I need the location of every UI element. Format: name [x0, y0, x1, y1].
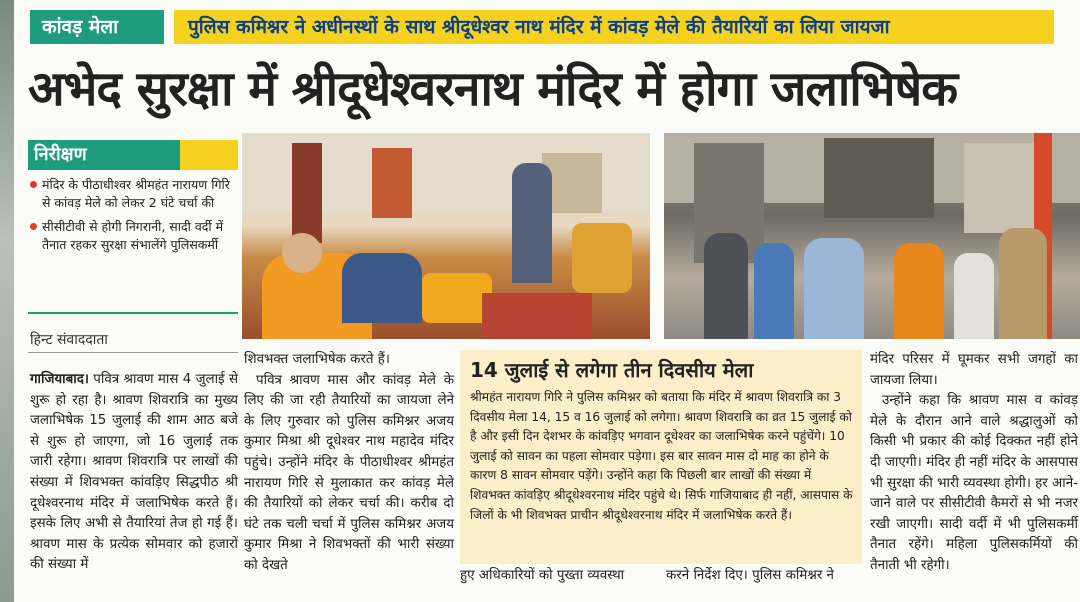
sidebar-header: [28, 140, 238, 170]
subheadline: पुलिस कमिश्नर ने अधीनस्थों के साथ श्रीदूधेश्वर नाथ मंदिर में कांवड़ मेले की तैयारियों का लिया जायजा: [174, 10, 1054, 44]
page-edge-strip: [0, 0, 14, 602]
sidebar-header-accent: [180, 140, 238, 170]
article-column-6: [870, 350, 1078, 577]
dateline: गाजियाबाद।: [30, 372, 89, 387]
article-text: करने निर्देश दिए। पुलिस कमिश्नर ने: [666, 568, 834, 583]
article-text: मंदिर परिसर में घूमकर सभी जगहों का जायजा लिया।: [870, 352, 1078, 388]
article-column-1: [30, 370, 238, 576]
sidebar-point-text: मंदिर के पीठाधीश्वर श्रीमहंत नारायण गिरि से कांवड़ मेले को लेकर 2 घंटे चर्चा की: [42, 177, 230, 210]
sidebar-divider: [28, 312, 238, 314]
article-text: शिवभक्त जलाभिषेक करते हैं।: [244, 352, 390, 367]
byline-divider: [28, 352, 238, 353]
article-text: उन्होंने कहा कि श्रावण मास व कांवड़ मेले के दौरान आने वाले श्रद्धालुओं को किसी भी प्रकार की कोई दिक्कत नहीं होने दी जाएगी। मंदिर ही नहीं मंदिर के आसपास भी सुरक्षा की भारी व्यवस्था होगी। हर आने-जाने वाले पर सीसीटीवी कैमरों से भी नजर रखी जाएगी। सादी वर्दी में भी पुलिसकर्मी तैनात रहेंगे। महिला पुलिसकर्मियों की तैनाती भी रहेगी।: [870, 393, 1078, 573]
byline: हिन्ट संवाददाता: [30, 332, 108, 348]
temple-inspection-photo: [664, 133, 1080, 339]
newspaper-page: [14, 0, 1080, 602]
article-text: पवित्र श्रावण मास 4 जुलाई से शुरू हो रहा है। श्रावण शिवरात्रि का मुख्य जलाभिषेक 15 जुलाई की शाम आठ बजे से शुरू हो जाएगा, जो 16 जुलाई तक जारी रहेगा। श्रावण शिवरात्रि पर लाखों की संख्या में शिवभक्त कांवड़िए सिद्धपीठ श्री दूधेश्वरनाथ मंदिर में जलाभिषेक करते हैं। इसके लिए अभी से तैयारियां तेज हो गई हैं। श्रावण मास के प्रत्येक सोमवार को हजारों की संख्या में: [30, 372, 238, 573]
section-tag: कांवड़ मेला: [30, 10, 164, 44]
article-text: पवित्र श्रावण मास और कांवड़ मेले के लिए की जा रही तैयारियों का जायजा लेने के लिए गुरुवार को पुलिस कमिश्नर अजय कुमार मिश्रा श्री दूधेश्वर नाथ महादेव मंदिर पहुंचे। उन्होंने मंदिर के पीठाधीश्वर श्रीमहंत नारायण गिरि से मुलाकात कर कांवड़ मेले की तैयारियों को लेकर चर्चा की। करीब दो घंटे तक चली चर्चा में पुलिस कमिश्नर अजय कुमार मिश्रा ने शिवभक्तों की भारी संख्या को देखते: [244, 372, 454, 573]
article-text: हुए अधिकारियों को पुख्ता व्यवस्था: [460, 568, 625, 583]
sidebar-point: [28, 176, 238, 212]
box-title: 14 जुलाई से लगेगा तीन दिवसीय मेला: [470, 358, 754, 382]
bullet-icon: [30, 223, 37, 230]
meeting-photo: [242, 133, 650, 339]
highlight-box: [460, 350, 862, 564]
bullet-icon: [30, 181, 37, 188]
inspection-sidebar: [28, 140, 238, 325]
sidebar-point: [28, 218, 238, 254]
sidebar-point-text: सीसीटीवी से होगी निगरानी, सादी वर्दी में तैनात रहकर सुरक्षा संभालेंगे पुलिसकर्मी: [42, 219, 224, 252]
box-text: श्रीमहंत नारायण गिरि ने पुलिस कमिश्नर को बताया कि मंदिर में श्रावण शिवरात्रि का 3 दिवसीय मेला 14, 15 व 16 जुलाई को लगेगा। श्रावण शिवरात्रि का व्रत 15 जुलाई को है और इसी दिन देशभर के कांवड़िए भगवान दूधेश्वर का जलाभिषेक करने पहुंचेंगे। 10 जुलाई को सावन का पहला सोमवार पड़ेगा। इस बार सावन मास दो माह का होने के कारण 8 सावन सोमवार पड़ेंगे। उन्होंने कहा कि पिछली बार लाखों की संख्या में शिवभक्त कांवड़िए श्रीदूधेश्वरनाथ मंदिर पहुंचे थे। सिर्फ गाजियाबाद ही नहीं, आसपास के जिलों के भी शिवभक्त प्राचीन श्रीदूधेश्वरनाथ मंदिर में जलाभिषेक करते हैं।: [470, 390, 853, 522]
headline: अभेद सुरक्षा में श्रीदूधेश्वरनाथ मंदिर में होगा जलाभिषेक: [28, 61, 958, 117]
sidebar-title: निरीक्षण: [28, 140, 180, 170]
article-column-2: [244, 350, 454, 577]
